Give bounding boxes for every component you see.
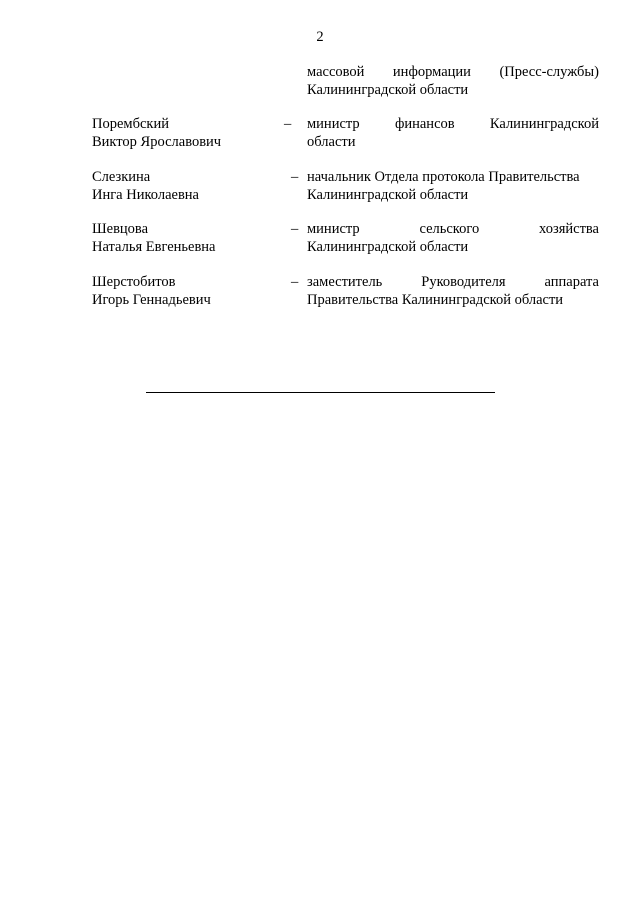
member-given-name: Инга Николаевна bbox=[92, 187, 199, 203]
member-given-name: Игорь Геннадьевич bbox=[92, 292, 211, 308]
page-number: 2 bbox=[316, 29, 324, 45]
member-description-line-2: Калининградской области bbox=[307, 239, 469, 255]
member-description-line-1: министр финансов Калининградской bbox=[307, 116, 599, 132]
member-description-line-2: Калининградской области bbox=[307, 187, 469, 203]
member-surname: Порембский bbox=[92, 116, 169, 132]
member-surname: Шевцова bbox=[92, 221, 149, 237]
end-divider bbox=[146, 392, 495, 393]
member-description-line-1: заместитель Руководителя аппарата bbox=[307, 274, 599, 290]
intro-description-line-2: Калининградской области bbox=[307, 82, 469, 98]
member-surname: Шерстобитов bbox=[92, 274, 176, 290]
member-surname: Слезкина bbox=[92, 169, 151, 185]
member-description-line-2: области bbox=[307, 134, 356, 150]
intro-description-line-1: массовой информации (Пресс-службы) bbox=[307, 64, 599, 80]
member-dash: – bbox=[291, 169, 299, 185]
member-given-name: Виктор Ярославович bbox=[92, 134, 222, 150]
member-description-line-1: начальник Отдела протокола Правительства bbox=[307, 169, 580, 185]
member-given-name: Наталья Евгеньевна bbox=[92, 239, 216, 255]
member-dash: – bbox=[291, 221, 299, 237]
member-dash: – bbox=[284, 116, 292, 132]
member-description-line-2: Правительства Калининградской области bbox=[307, 292, 564, 308]
member-dash: – bbox=[291, 274, 299, 290]
member-description-line-1: министр сельского хозяйства bbox=[307, 221, 599, 237]
